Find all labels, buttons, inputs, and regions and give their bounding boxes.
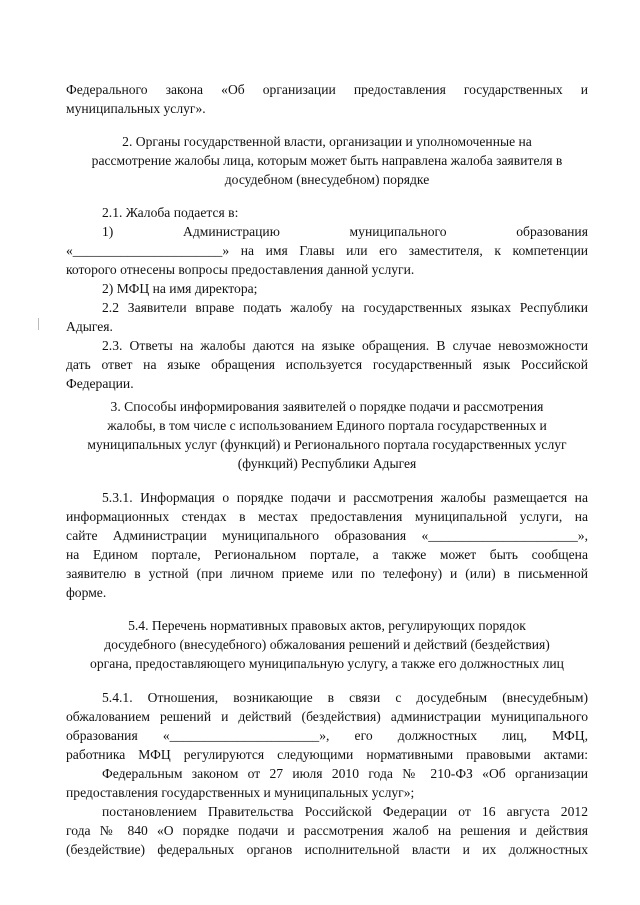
text-line: которого отнесены вопросы предоставления данной услуги. <box>66 262 415 277</box>
section-heading-3: 3. Способы информирования заявителей о порядке подачи и рассмотрения <box>110 399 544 414</box>
text-line: обжалованием решений и действий (бездействия) администрации муниципального <box>66 709 588 724</box>
text-line: Адыгея. <box>66 319 113 334</box>
text-word: Администрацию <box>183 224 280 239</box>
text-line: Федеральным законом от 27 июля 2010 года № 210-ФЗ «Об организации <box>102 766 588 781</box>
text-line: (бездействие) федеральных органов исполнительной власти и их должностных <box>66 842 588 857</box>
text-line: предоставления государственных и муниципальных услуг»; <box>66 785 415 800</box>
section-heading-5-4: органа, предоставляющего муниципальную услугу, а также его должностных лиц <box>90 656 564 671</box>
section-heading-2: рассмотрение жалобы лица, которым может быть направлена жалоба заявителя в <box>91 153 563 168</box>
text-line: образования «______________________», его должностных лиц, МФЦ, <box>66 728 588 743</box>
text-word: 1) <box>102 224 114 239</box>
section-heading-3: жалобы, в том числе с использованием Единого портала государственных и <box>107 418 547 433</box>
paragraph-2-1: 2.1. Жалоба подается в: <box>102 205 239 220</box>
text-line: Федерации. <box>66 376 134 391</box>
text-line: дать ответ на языке обращения используется государственный язык Российской <box>66 357 588 372</box>
section-heading-5-4: досудебного (внесудебного) обжалования решений и действий (бездействия) <box>104 637 550 652</box>
section-heading-5-4: 5.4. Перечень нормативных правовых актов, регулирующих порядок <box>128 618 526 633</box>
paragraph-5-3-1: 5.3.1. Информация о порядке подачи и рассмотрения жалобы размещается на <box>102 490 588 505</box>
text-line: информационных стендах в местах предоставления муниципальной услуги, на <box>66 509 588 524</box>
text-line: года № 840 «О порядке подачи и рассмотрения жалоб на решения и действия <box>66 823 588 838</box>
margin-mark <box>38 318 39 330</box>
section-heading-3: (функций) Республики Адыгея <box>237 456 417 471</box>
section-heading-3: муниципальных услуг (функций) и Регионального портала государственных услуг <box>87 437 567 452</box>
text-word: муниципального <box>349 224 447 239</box>
paragraph-2-2: 2.2 Заявители вправе подать жалобу на государственных языках Республики <box>102 300 588 315</box>
text-line: Федерального закона «Об организации предоставления государственных и <box>66 82 588 97</box>
paragraph-2-1-item <box>102 222 588 241</box>
text-line: муниципальных услуг». <box>66 101 206 116</box>
text-line: сайте Администрации муниципального образования «______________________», <box>66 528 588 543</box>
text-word: образования <box>516 224 588 239</box>
section-heading-2: досудебном (внесудебном) порядке <box>224 172 430 187</box>
text-line: 2) МФЦ на имя директора; <box>102 281 258 296</box>
text-line: заявителю в устной (при личном приеме или по телефону) и (или) в письменной <box>66 566 588 581</box>
text-line: работника МФЦ регулируются следующими нормативными правовыми актами: <box>66 747 588 762</box>
paragraph-2-3: 2.3. Ответы на жалобы даются на языке обращения. В случае невозможности <box>102 338 588 353</box>
text-line: «______________________» на имя Главы или его заместителя, к компетенции <box>66 243 588 258</box>
paragraph-5-4-1: 5.4.1. Отношения, возникающие в связи с досудебным (внесудебным) <box>102 690 588 705</box>
text-line: на Едином портале, Региональном портале, а также может быть сообщена <box>66 547 588 562</box>
text-line: форме. <box>66 585 107 600</box>
section-heading-2: 2. Органы государственной власти, организации и уполномоченные на <box>122 134 532 149</box>
text-line: постановлением Правительства Российской Федерации от 16 августа 2012 <box>102 804 588 819</box>
